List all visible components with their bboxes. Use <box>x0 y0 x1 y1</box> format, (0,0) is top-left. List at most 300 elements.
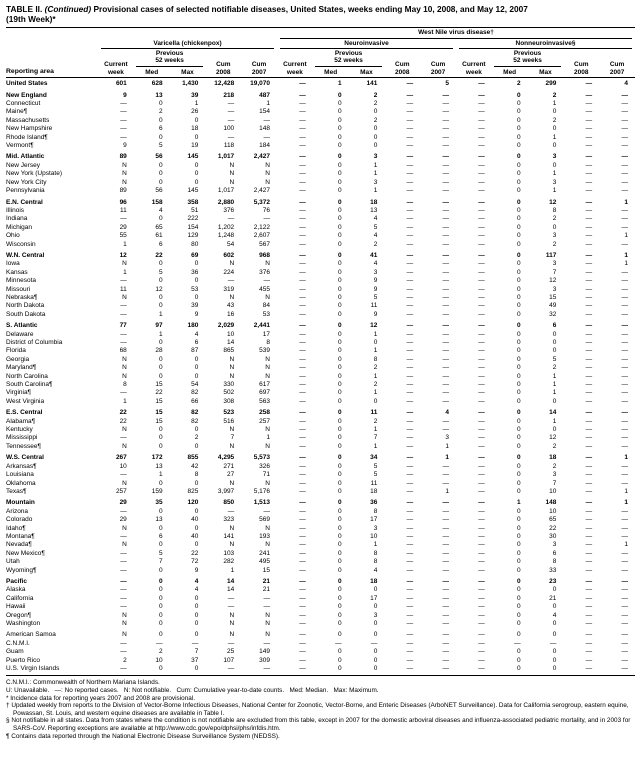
value-cell: — <box>585 293 593 301</box>
value-cell: N <box>265 170 270 178</box>
value-cell: — <box>585 648 593 656</box>
value-cell: — <box>478 499 485 507</box>
value-cell: N <box>122 524 127 532</box>
table-row <box>6 162 635 170</box>
value-cell: — <box>120 577 127 585</box>
value-cell: — <box>406 170 414 178</box>
value-cell: — <box>263 507 270 515</box>
value-cell: — <box>478 206 485 214</box>
value-cell: — <box>299 232 306 240</box>
value-cell: — <box>585 594 593 602</box>
value-cell: 0 <box>516 133 521 141</box>
value-cell: 825 <box>187 487 199 495</box>
value-cell: — <box>442 381 449 389</box>
reporting-area-cell: Hawaii <box>6 603 26 611</box>
value-cell: — <box>299 91 306 99</box>
value-cell: N <box>229 355 235 363</box>
value-cell: 1 <box>266 100 270 108</box>
reporting-area-cell: Michigan <box>6 223 33 231</box>
value-cell: 0 <box>194 603 199 611</box>
value-cell: — <box>442 620 449 627</box>
value-cell: 1,017 <box>217 153 235 161</box>
value-cell: 0 <box>194 524 199 532</box>
value-cell: — <box>299 260 306 268</box>
reporting-area-cell: Kansas <box>6 268 28 276</box>
value-cell: — <box>621 310 628 318</box>
value-cell: 2 <box>373 91 378 99</box>
value-cell: 0 <box>337 524 342 532</box>
value-cell: — <box>299 198 306 206</box>
value-cell: — <box>478 507 485 515</box>
value-cell: — <box>406 442 414 450</box>
value-cell: 516 <box>223 417 235 425</box>
value-cell: 0 <box>373 108 378 116</box>
value-cell: 0 <box>337 223 342 231</box>
value-cell: — <box>442 133 449 141</box>
value-cell: N <box>265 260 270 268</box>
value-cell: 15 <box>155 397 163 405</box>
value-cell: N <box>229 611 235 619</box>
value-cell: — <box>585 142 593 150</box>
value-cell: N <box>265 524 270 532</box>
value-cell: 0 <box>337 251 342 259</box>
value-cell: — <box>585 80 593 88</box>
value-cell: — <box>442 223 449 231</box>
value-cell: 0 <box>194 277 199 285</box>
value-cell: — <box>299 577 306 585</box>
value-cell: — <box>120 471 127 479</box>
reporting-area-cell: New York City <box>6 178 47 186</box>
value-cell: 0 <box>516 471 521 479</box>
value-cell: 1 <box>624 499 628 507</box>
value-cell: — <box>478 187 485 195</box>
value-cell: — <box>406 507 414 515</box>
value-cell: 6 <box>158 532 163 540</box>
table-row <box>6 347 635 355</box>
value-cell: — <box>478 153 485 161</box>
varicella-previous-52-weeks-header: Previous 52 weeks <box>134 49 206 68</box>
value-cell: 1 <box>158 471 163 479</box>
value-cell: 855 <box>187 454 199 462</box>
value-cell: 0 <box>516 293 521 301</box>
value-cell: 3 <box>552 285 557 293</box>
value-cell: — <box>299 293 306 301</box>
reporting-area-cell: Utah <box>6 558 20 566</box>
value-cell: 1 <box>373 372 378 380</box>
value-cell: — <box>299 532 306 540</box>
value-cell: — <box>299 240 306 248</box>
value-cell: 0 <box>337 631 342 639</box>
value-cell: — <box>621 471 628 479</box>
table-header <box>6 28 635 78</box>
value-cell: — <box>406 178 414 186</box>
value-cell: 158 <box>151 198 163 206</box>
value-cell: — <box>406 409 414 417</box>
value-cell: — <box>406 260 414 268</box>
value-cell: — <box>585 487 593 495</box>
value-cell: 15 <box>155 409 163 417</box>
value-cell: — <box>299 153 306 161</box>
reporting-area-cell: Rhode Island¶ <box>6 133 48 141</box>
value-cell: N <box>229 479 235 487</box>
value-cell: — <box>299 558 306 566</box>
table-row <box>6 89 635 100</box>
value-cell: 0 <box>337 310 342 318</box>
value-cell: 1 <box>552 133 557 141</box>
value-cell: 0 <box>516 153 521 161</box>
table-row <box>6 533 635 541</box>
value-cell: N <box>229 178 235 186</box>
value-cell: 3 <box>373 268 378 276</box>
value-cell: 17 <box>370 594 378 602</box>
value-cell: — <box>478 566 485 574</box>
value-cell: — <box>299 268 306 276</box>
value-cell: 0 <box>337 611 342 619</box>
value-cell: 2 <box>158 648 163 656</box>
value-cell: — <box>406 133 414 141</box>
value-cell: 4 <box>373 260 378 268</box>
value-cell: — <box>299 381 306 389</box>
value-cell: 4 <box>194 330 199 338</box>
value-cell: — <box>442 100 449 108</box>
value-cell: 2 <box>373 100 378 108</box>
value-cell: 455 <box>259 285 270 293</box>
value-cell: 0 <box>158 116 163 124</box>
value-cell: — <box>406 434 414 442</box>
value-cell: 0 <box>516 322 521 330</box>
value-cell: 0 <box>337 91 342 99</box>
value-cell: 0 <box>337 206 342 214</box>
value-cell: 0 <box>373 142 378 150</box>
value-cell: 376 <box>223 206 235 214</box>
value-cell: — <box>585 665 593 673</box>
value-cell: 19,070 <box>250 80 270 88</box>
value-cell: N <box>122 631 127 639</box>
value-cell: 0 <box>516 454 521 462</box>
value-cell: 0 <box>158 620 163 627</box>
value-cell: 563 <box>259 397 270 405</box>
value-cell: — <box>299 417 306 425</box>
value-cell: 0 <box>337 355 342 363</box>
value-cell: — <box>585 586 593 594</box>
value-cell: — <box>585 603 593 611</box>
value-cell: — <box>406 322 414 330</box>
value-cell: 10 <box>226 330 235 338</box>
value-cell: — <box>478 347 485 355</box>
value-cell: 8 <box>552 206 557 214</box>
table-row <box>6 331 635 339</box>
footnote-cnmi: C.N.M.I.: Commonwealth of Northern Mariana Islands. <box>6 679 160 687</box>
value-cell: — <box>621 524 628 532</box>
value-cell: 850 <box>223 499 235 507</box>
reporting-area-cell: South Carolina¶ <box>6 381 53 389</box>
value-cell: 1 <box>624 487 628 495</box>
value-cell: — <box>621 389 628 397</box>
value-cell: — <box>299 541 306 549</box>
value-cell: — <box>478 142 485 150</box>
table-row <box>6 196 635 207</box>
value-cell: — <box>478 285 485 293</box>
value-cell: — <box>621 285 628 293</box>
value-cell: — <box>621 215 628 223</box>
value-cell: 0 <box>516 108 521 116</box>
value-cell: 12,428 <box>214 80 235 88</box>
table-title-continued: (Continued) <box>44 4 92 14</box>
value-cell: 1 <box>552 100 557 108</box>
value-cell: 0 <box>158 631 163 639</box>
value-cell: 29 <box>119 516 127 524</box>
value-cell: 0 <box>337 381 342 389</box>
value-cell: — <box>478 116 485 124</box>
value-cell: 22 <box>119 417 127 425</box>
value-cell: 257 <box>259 417 270 425</box>
value-cell: 107 <box>223 656 235 664</box>
value-cell: 65 <box>155 223 163 231</box>
value-cell: — <box>406 586 414 594</box>
value-cell: — <box>478 639 485 647</box>
value-cell: — <box>120 594 127 602</box>
value-cell: — <box>442 541 449 549</box>
value-cell: — <box>478 417 485 425</box>
nonneuro-max-header: Max <box>528 68 564 78</box>
value-cell: 0 <box>194 355 199 363</box>
value-cell: — <box>406 541 414 549</box>
value-cell: — <box>585 116 593 124</box>
value-cell: — <box>621 339 628 346</box>
value-cell: 0 <box>516 187 521 195</box>
value-cell: — <box>478 240 485 248</box>
value-cell: 309 <box>259 656 270 664</box>
value-cell: 5 <box>552 355 557 363</box>
table-title-week: (19th Week)* <box>6 13 56 24</box>
value-cell: 5 <box>373 223 378 231</box>
value-cell: — <box>585 454 593 462</box>
value-cell: 10 <box>370 532 378 540</box>
value-cell: 32 <box>549 310 557 318</box>
value-cell: — <box>621 631 628 639</box>
value-cell: 9 <box>123 91 127 99</box>
table-row <box>6 550 635 558</box>
value-cell: 0 <box>516 206 521 214</box>
value-cell: 0 <box>516 577 521 585</box>
value-cell: — <box>585 260 593 268</box>
value-cell: 1 <box>445 454 449 462</box>
reporting-area-cell: Oklahoma <box>6 479 36 487</box>
value-cell: 0 <box>194 665 199 673</box>
value-cell: 29 <box>119 223 127 231</box>
reporting-area-cell: Ohio <box>6 232 20 240</box>
value-cell: 4,295 <box>217 454 235 462</box>
value-cell: — <box>442 251 449 259</box>
value-cell: 487 <box>259 91 270 99</box>
value-cell: — <box>299 639 306 647</box>
value-cell: — <box>585 240 593 248</box>
value-cell: 0 <box>516 125 521 133</box>
value-cell: 18 <box>370 577 378 585</box>
reporting-area-cell: Maine¶ <box>6 108 28 116</box>
value-cell: — <box>299 108 306 116</box>
value-cell: 8 <box>194 471 199 479</box>
value-cell: — <box>442 549 449 557</box>
value-cell: 21 <box>262 586 270 594</box>
reporting-area-cell: West Virginia <box>6 397 45 405</box>
value-cell: — <box>406 499 414 507</box>
value-cell: 2 <box>516 80 521 88</box>
value-cell: — <box>621 594 628 602</box>
value-cell: 66 <box>191 397 199 405</box>
value-cell: — <box>120 302 127 310</box>
value-cell: — <box>442 142 449 150</box>
value-cell: — <box>120 108 127 116</box>
value-cell: 15 <box>155 417 163 425</box>
value-cell: — <box>442 322 449 330</box>
value-cell: 30 <box>549 532 557 540</box>
value-cell: 0 <box>158 277 163 285</box>
value-cell: 0 <box>158 442 163 450</box>
value-cell: 0 <box>552 339 557 346</box>
value-cell: — <box>299 310 306 318</box>
value-cell: 0 <box>516 347 521 355</box>
value-cell: 5 <box>158 268 163 276</box>
table-row <box>6 648 635 656</box>
value-cell: — <box>406 161 414 169</box>
value-cell: N <box>265 479 270 487</box>
reporting-area-cell: Texas¶ <box>6 487 27 495</box>
value-cell: N <box>229 161 235 169</box>
value-cell: — <box>585 541 593 549</box>
reporting-area-cell: Massachusetts <box>6 116 50 124</box>
value-cell: — <box>406 479 414 487</box>
value-cell: — <box>621 330 628 338</box>
value-cell: — <box>585 442 593 450</box>
value-cell: 82 <box>191 389 199 397</box>
value-cell: — <box>442 240 449 248</box>
value-cell: — <box>299 347 306 355</box>
value-cell: 1 <box>373 389 378 397</box>
value-cell: 0 <box>337 594 342 602</box>
table-row <box>6 558 635 566</box>
value-cell: — <box>478 322 485 330</box>
table-row <box>6 443 635 451</box>
value-cell: 0 <box>158 215 163 223</box>
reporting-area-cell: Puerto Rico <box>6 656 40 664</box>
value-cell: — <box>585 251 593 259</box>
value-cell: — <box>585 434 593 442</box>
value-cell: 12 <box>549 198 557 206</box>
value-cell: 0 <box>337 100 342 108</box>
table-row <box>6 78 635 89</box>
value-cell: N <box>122 293 127 301</box>
value-cell: — <box>442 268 449 276</box>
value-cell: — <box>406 594 414 602</box>
value-cell: — <box>621 355 628 363</box>
value-cell: 4 <box>158 206 163 214</box>
value-cell: 0 <box>337 198 342 206</box>
value-cell: — <box>621 206 628 214</box>
value-cell: — <box>120 434 127 442</box>
table-row <box>6 657 635 665</box>
value-cell: — <box>442 330 449 338</box>
value-cell: 11 <box>370 409 378 417</box>
value-cell: — <box>299 499 306 507</box>
value-cell: N <box>265 442 270 450</box>
value-cell: 0 <box>373 339 378 346</box>
value-cell: — <box>406 577 414 585</box>
reporting-area-cell: Kentucky <box>6 426 33 434</box>
value-cell: — <box>406 558 414 566</box>
value-cell: 14 <box>549 409 557 417</box>
value-cell: 0 <box>337 409 342 417</box>
value-cell: 0 <box>337 330 342 338</box>
value-cell: — <box>585 566 593 574</box>
value-cell: — <box>406 91 414 99</box>
nonneuro-med-header: Med <box>492 68 528 78</box>
value-cell: — <box>442 417 449 425</box>
value-cell: 71 <box>262 471 270 479</box>
value-cell: 1 <box>373 347 378 355</box>
value-cell: — <box>478 108 485 116</box>
table-row <box>6 471 635 479</box>
value-cell: 193 <box>259 532 270 540</box>
value-cell: 2 <box>552 364 557 372</box>
table-row <box>6 541 635 549</box>
value-cell: 0 <box>158 594 163 602</box>
value-cell: 100 <box>223 125 235 133</box>
value-cell: — <box>406 364 414 372</box>
value-cell: — <box>621 586 628 594</box>
value-cell: 0 <box>516 594 521 602</box>
value-cell: 0 <box>337 479 342 487</box>
table-row <box>6 187 635 195</box>
value-cell: 5,176 <box>253 487 270 495</box>
value-cell: — <box>299 409 306 417</box>
value-cell: 0 <box>516 507 521 515</box>
value-cell: — <box>120 133 127 141</box>
value-cell: 1 <box>123 268 127 276</box>
value-cell: 0 <box>552 347 557 355</box>
value-cell: 22 <box>191 549 199 557</box>
value-cell: 0 <box>337 397 342 405</box>
value-cell: — <box>621 372 628 380</box>
value-cell: 13 <box>155 462 163 470</box>
value-cell: — <box>478 302 485 310</box>
value-cell: 0 <box>337 566 342 574</box>
value-cell: — <box>442 516 449 524</box>
value-cell: — <box>406 566 414 574</box>
value-cell: 1 <box>624 251 628 259</box>
reporting-area-cell: Mississippi <box>6 434 38 442</box>
value-cell: — <box>478 389 485 397</box>
value-cell: 154 <box>259 108 270 116</box>
value-cell: — <box>263 215 270 223</box>
value-cell: N <box>122 161 127 169</box>
value-cell: 2,441 <box>253 322 270 330</box>
value-cell: 0 <box>516 364 521 372</box>
value-cell: — <box>621 620 628 627</box>
value-cell: 0 <box>158 302 163 310</box>
value-cell: — <box>585 611 593 619</box>
value-cell: — <box>442 507 449 515</box>
value-cell: 0 <box>337 339 342 346</box>
value-cell: — <box>406 389 414 397</box>
value-cell: 82 <box>191 409 199 417</box>
wnv-group-label: West Nile virus disease† <box>280 29 632 38</box>
reporting-area-cell: Montana¶ <box>6 532 35 540</box>
value-cell: 0 <box>158 586 163 594</box>
value-cell: — <box>299 611 306 619</box>
value-cell: 282 <box>223 558 235 566</box>
value-cell: — <box>191 639 199 647</box>
